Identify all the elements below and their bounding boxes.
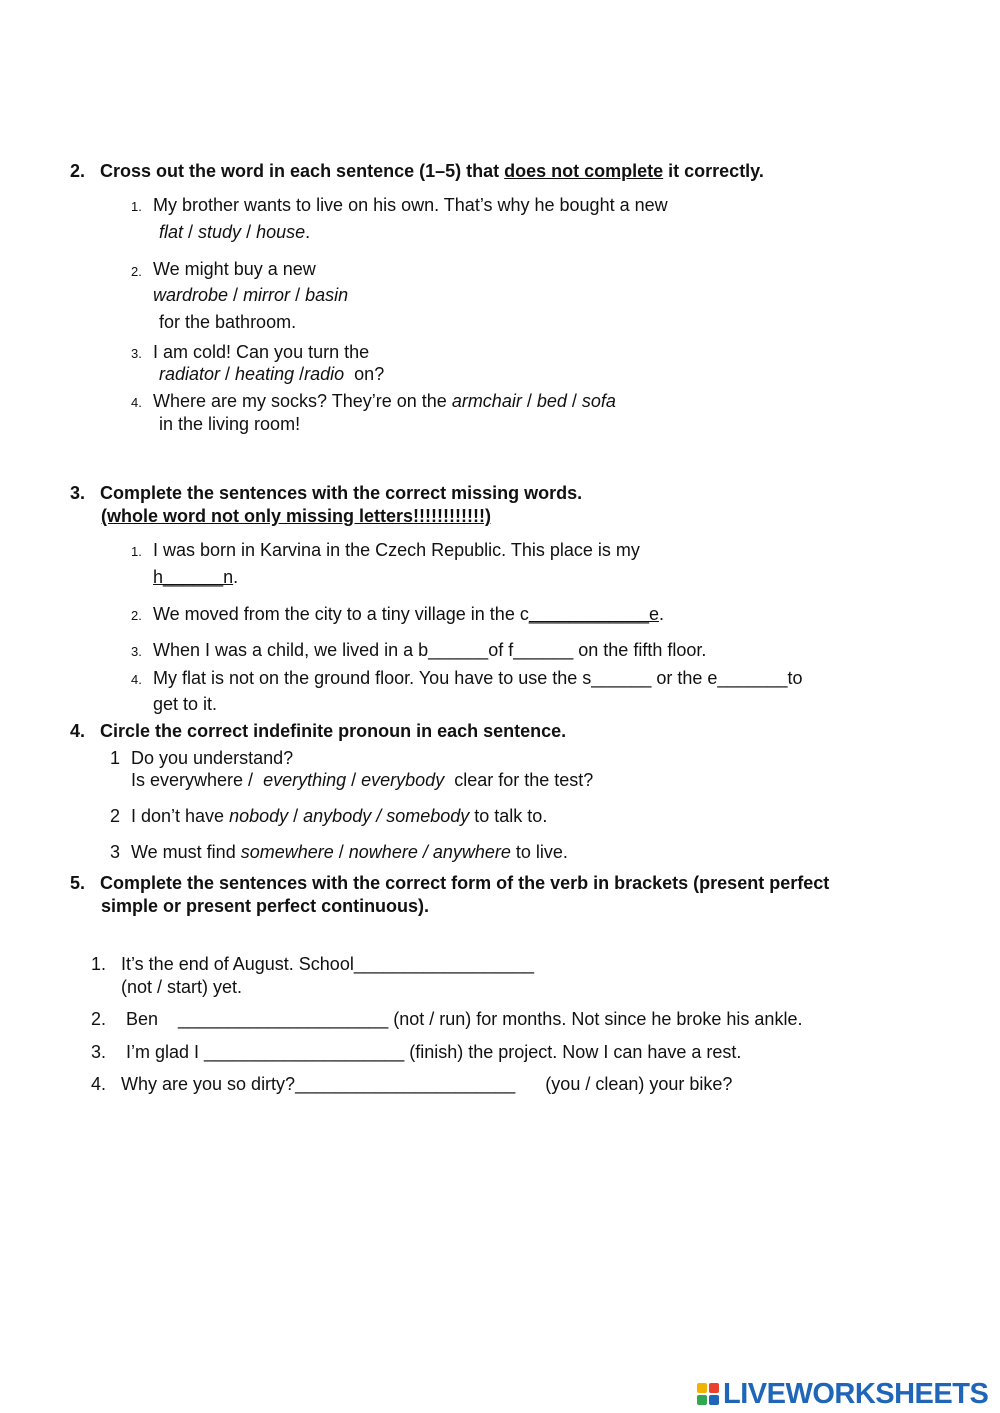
q2-item1-number: 1. bbox=[131, 199, 142, 214]
q2-item1-text: My brother wants to live on his own. That’s why he bought a new bbox=[153, 195, 668, 215]
q5-item2-text[interactable]: Ben _____________________ (not / run) for months. Not since he broke his ankle. bbox=[126, 1009, 803, 1029]
q4-item1-options: Is everywhere / everything / everybody clear for the test? bbox=[131, 770, 594, 790]
q4-item1-text: Do you understand? bbox=[131, 748, 294, 768]
q4-item2-text: I don’t have nobody / anybody / somebody to talk to. bbox=[131, 806, 548, 826]
option[interactable]: everybody bbox=[361, 770, 445, 790]
option[interactable]: somewhere bbox=[240, 842, 334, 862]
q2-item3-options: radiator / heating /radio on? bbox=[159, 364, 385, 384]
q4-item1-number: 1 bbox=[110, 748, 121, 768]
option[interactable]: basin bbox=[305, 285, 349, 305]
liveworksheets-logo-icon bbox=[697, 1383, 719, 1405]
option[interactable]: sofa bbox=[581, 391, 616, 411]
option[interactable]: house bbox=[256, 222, 306, 242]
q4-item3-text: We must find somewhere / nowhere / anywhere to live. bbox=[131, 842, 568, 862]
option[interactable]: bed bbox=[536, 391, 567, 411]
option[interactable]: wardrobe bbox=[153, 285, 229, 305]
q5-heading-line2: simple or present perfect continuous). bbox=[101, 896, 430, 916]
q3-item2-text: We moved from the city to a tiny village in the c____________e. bbox=[153, 604, 664, 624]
q2-item1-options: flat / study / house. bbox=[159, 222, 311, 242]
q4-item3-number: 3 bbox=[110, 842, 121, 862]
option[interactable]: flat bbox=[159, 222, 184, 242]
option[interactable]: everything bbox=[263, 770, 347, 790]
q4-heading: 4. Circle the correct indefinite pronoun in each sentence. bbox=[70, 721, 567, 741]
q2-item4-end: in the living room! bbox=[159, 414, 301, 434]
q3-item4-text[interactable]: My flat is not on the ground floor. You have to use the s______ or the e_______to bbox=[153, 668, 803, 688]
q5-item1-number: 1. bbox=[91, 954, 107, 974]
option[interactable]: mirror bbox=[243, 285, 291, 305]
q3-subheading: (whole word not only missing letters!!!!!!!!!!!!) bbox=[101, 506, 491, 526]
option[interactable]: anybody / somebody bbox=[303, 806, 470, 826]
q3-item1-gap-line: h______n. bbox=[153, 567, 239, 587]
answer-gap[interactable]: ____________e bbox=[528, 604, 659, 624]
q2-item4-number: 4. bbox=[131, 395, 142, 410]
q5-item3-text[interactable]: I’m glad I ____________________ (finish) the project. Now I can have a rest. bbox=[126, 1042, 742, 1062]
q3-item3-number: 3. bbox=[131, 644, 142, 659]
q3-item1-text: I was born in Karvina in the Czech Republic. This place is my bbox=[153, 540, 640, 560]
option[interactable]: radio bbox=[304, 364, 345, 384]
q5-item1-text[interactable]: It’s the end of August. School__________________ bbox=[121, 954, 535, 974]
q3-item3-text[interactable]: When I was a child, we lived in a b______of f______ on the fifth floor. bbox=[153, 640, 707, 660]
q2-item2-options: wardrobe / mirror / basin bbox=[153, 285, 349, 305]
q2-item3-number: 3. bbox=[131, 346, 142, 361]
option[interactable]: study bbox=[198, 222, 242, 242]
q2-item3-text: I am cold! Can you turn the bbox=[153, 342, 370, 362]
q5-item3-number: 3. bbox=[91, 1042, 107, 1062]
q5-item1-end: (not / start) yet. bbox=[121, 977, 243, 997]
brand-name: LIVEWORKSHEETS bbox=[723, 1377, 989, 1410]
q4-item2-number: 2 bbox=[110, 806, 121, 826]
option[interactable]: radiator bbox=[159, 364, 221, 384]
option[interactable]: heating bbox=[235, 364, 295, 384]
q3-item4-number: 4. bbox=[131, 672, 142, 687]
q5-heading: 5. Complete the sentences with the correct form of the verb in brackets (present perfect bbox=[70, 873, 830, 893]
q2-item2-end: for the bathroom. bbox=[159, 312, 297, 332]
q3-heading: 3. Complete the sentences with the correct missing words. bbox=[70, 483, 583, 503]
q3-item1-number: 1. bbox=[131, 544, 142, 559]
q5-item2-number: 2. bbox=[91, 1009, 107, 1029]
q2-heading: 2. Cross out the word in each sentence (1–5) that does not complete it correctly. bbox=[70, 161, 764, 181]
q2-item4-text: Where are my socks? They’re on the armchair / bed / sofa bbox=[153, 391, 616, 411]
q5-item4-text[interactable]: Why are you so dirty?______________________ (you / clean) your bike? bbox=[121, 1074, 733, 1094]
q3-item4-end: get to it. bbox=[153, 694, 218, 714]
q2-item2-number: 2. bbox=[131, 264, 142, 279]
liveworksheets-logo bbox=[697, 1378, 988, 1410]
answer-gap[interactable]: h______n bbox=[153, 567, 234, 587]
q3-item2-number: 2. bbox=[131, 608, 142, 623]
option[interactable]: armchair bbox=[451, 391, 522, 411]
option[interactable]: nowhere / anywhere bbox=[348, 842, 511, 862]
option[interactable]: nobody bbox=[229, 806, 289, 826]
q2-item2-text: We might buy a new bbox=[153, 259, 316, 279]
q5-item4-number: 4. bbox=[91, 1074, 107, 1094]
